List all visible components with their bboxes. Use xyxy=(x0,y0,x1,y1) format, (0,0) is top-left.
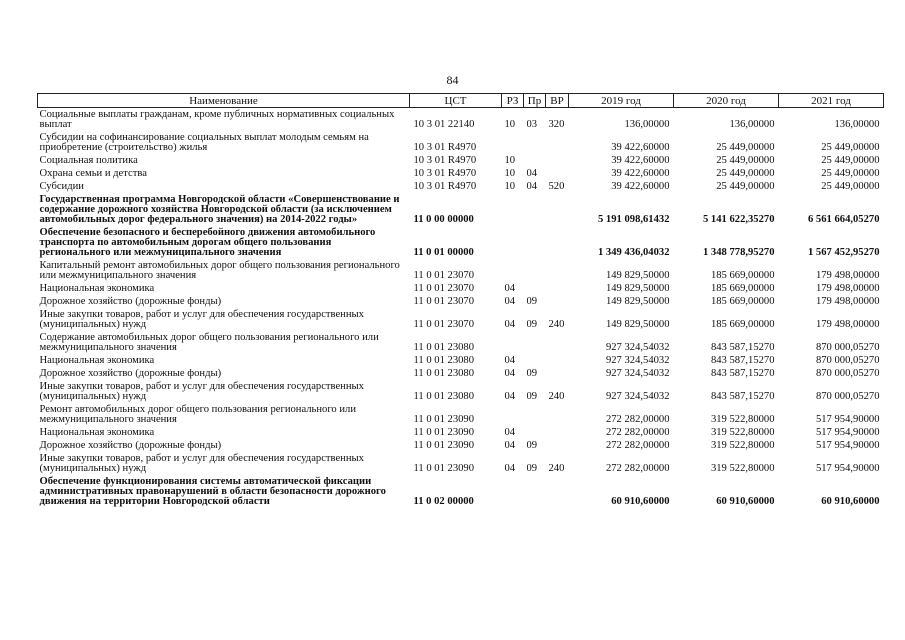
row-pr xyxy=(524,193,546,226)
row-pr: 09 xyxy=(526,391,538,402)
column-header-2020: 2020 год xyxy=(674,94,779,108)
column-header-rz: РЗ xyxy=(502,94,524,108)
row-vr: 320 xyxy=(548,119,565,130)
row-cst: 10 3 01 R4970 xyxy=(413,168,477,179)
row-pr xyxy=(524,226,546,259)
row-amount-2019: 927 324,54032 xyxy=(605,355,670,366)
row-name: Национальная экономика xyxy=(39,283,155,294)
column-header-pr: Пр xyxy=(524,94,546,108)
row-pr: 04 xyxy=(526,181,538,192)
table-row xyxy=(38,308,884,331)
row-name: Социальные выплаты гражданам, кроме публичных нормативных социальных выплат xyxy=(39,109,395,130)
row-rz: 04 xyxy=(504,319,516,330)
row-amount-2019: 39 422,60000 xyxy=(611,155,670,166)
row-amount-2021: 179 498,00000 xyxy=(815,270,880,281)
row-amount-2021: 517 954,90000 xyxy=(815,427,880,438)
row-amount-2019: 1 349 436,04032 xyxy=(597,247,670,258)
row-vr xyxy=(546,282,569,295)
row-pr xyxy=(524,354,546,367)
row-amount-2019: 39 422,60000 xyxy=(611,181,670,192)
row-amount-2019: 60 910,60000 xyxy=(611,496,670,507)
row-amount-2019: 272 282,00000 xyxy=(605,463,670,474)
row-amount-2020: 319 522,80000 xyxy=(710,440,775,451)
row-rz: 04 xyxy=(504,368,516,379)
row-name: Обеспечение функционирования системы автоматической фиксации административных правонарушений в области безопасности дорожного движения на территории Новгородской области xyxy=(39,476,386,507)
row-cst: 10 3 01 R4970 xyxy=(413,142,477,153)
row-amount-2019: 39 422,60000 xyxy=(611,168,670,179)
column-header-2019: 2019 год xyxy=(569,94,674,108)
row-amount-2020: 319 522,80000 xyxy=(710,463,775,474)
row-vr xyxy=(546,354,569,367)
row-name: Иные закупки товаров, работ и услуг для обеспечения государственных (муниципальных) нужд xyxy=(39,453,364,474)
row-name: Иные закупки товаров, работ и услуг для обеспечения государственных (муниципальных) нужд xyxy=(39,309,364,330)
row-vr xyxy=(546,403,569,426)
row-name: Охрана семьи и детства xyxy=(39,168,147,179)
row-rz xyxy=(502,475,524,508)
row-amount-2019: 272 282,00000 xyxy=(605,427,670,438)
row-vr xyxy=(546,331,569,354)
row-cst: 11 0 01 23070 xyxy=(413,270,475,281)
row-amount-2019: 5 191 098,61432 xyxy=(597,214,670,225)
row-amount-2021: 870 000,05270 xyxy=(815,342,880,353)
row-pr xyxy=(524,282,546,295)
column-header-2021: 2021 год xyxy=(779,94,884,108)
row-amount-2020: 319 522,80000 xyxy=(710,427,775,438)
row-cst: 11 0 01 23080 xyxy=(413,368,475,379)
row-name: Дорожное хозяйство (дорожные фонды) xyxy=(39,440,222,451)
row-vr xyxy=(546,131,569,154)
row-amount-2020: 843 587,15270 xyxy=(710,391,775,402)
row-amount-2021: 6 561 664,05270 xyxy=(807,214,880,225)
row-cst: 11 0 01 23090 xyxy=(413,414,475,425)
row-cst: 11 0 01 23090 xyxy=(413,427,475,438)
table-row xyxy=(38,426,884,439)
row-vr xyxy=(546,167,569,180)
table-row xyxy=(38,331,884,354)
row-vr: 520 xyxy=(548,181,565,192)
row-amount-2020: 25 449,00000 xyxy=(716,181,775,192)
row-name: Содержание автомобильных дорог общего пользования регионального или межмуниципального значения xyxy=(39,332,379,353)
table-row xyxy=(38,475,884,508)
row-cst: 11 0 01 23070 xyxy=(413,296,475,307)
row-amount-2019: 136,00000 xyxy=(624,119,670,130)
table-row xyxy=(38,403,884,426)
row-amount-2021: 179 498,00000 xyxy=(815,319,880,330)
row-amount-2020: 319 522,80000 xyxy=(710,414,775,425)
row-amount-2019: 927 324,54032 xyxy=(605,368,670,379)
page-number: 84 xyxy=(446,73,459,87)
budget-table xyxy=(37,93,884,508)
table-row xyxy=(38,167,884,180)
row-name: Дорожное хозяйство (дорожные фонды) xyxy=(39,368,222,379)
table-row xyxy=(38,380,884,403)
row-name: Субсидии на софинансирование социальных выплат молодым семьям на приобретение (строительство) жилья xyxy=(39,132,369,153)
row-rz: 10 xyxy=(504,155,516,166)
row-rz: 04 xyxy=(504,440,516,451)
row-cst: 10 3 01 R4970 xyxy=(413,155,477,166)
row-amount-2021: 517 954,90000 xyxy=(815,440,880,451)
row-rz xyxy=(502,403,524,426)
table-row xyxy=(38,452,884,475)
row-amount-2021: 25 449,00000 xyxy=(821,168,880,179)
row-vr xyxy=(546,367,569,380)
row-amount-2019: 39 422,60000 xyxy=(611,142,670,153)
row-rz: 04 xyxy=(504,427,516,438)
row-pr: 09 xyxy=(526,440,538,451)
column-header-name: Наименование xyxy=(38,94,410,108)
row-amount-2019: 149 829,50000 xyxy=(605,296,670,307)
row-amount-2021: 179 498,00000 xyxy=(815,283,880,294)
row-name: Субсидии xyxy=(39,181,84,192)
row-name: Национальная экономика xyxy=(39,427,155,438)
row-name: Обеспечение безопасного и бесперебойного движения автомобильного транспорта по автомобильным дорогам общего пользования регионального или межмуниципального значения xyxy=(39,227,376,258)
row-amount-2021: 179 498,00000 xyxy=(815,296,880,307)
row-amount-2021: 517 954,90000 xyxy=(815,414,880,425)
row-cst: 11 0 01 23070 xyxy=(413,319,475,330)
row-amount-2020: 25 449,00000 xyxy=(716,168,775,179)
row-amount-2021: 25 449,00000 xyxy=(821,142,880,153)
row-cst: 10 3 01 22140 xyxy=(413,119,475,130)
row-amount-2019: 927 324,54032 xyxy=(605,342,670,353)
row-vr xyxy=(546,295,569,308)
row-name: Национальная экономика xyxy=(39,355,155,366)
row-vr xyxy=(546,426,569,439)
table-row xyxy=(38,439,884,452)
row-amount-2020: 60 910,60000 xyxy=(716,496,775,507)
row-cst: 11 0 01 23080 xyxy=(413,342,475,353)
row-amount-2020: 5 141 622,35270 xyxy=(702,214,775,225)
row-amount-2021: 870 000,05270 xyxy=(815,391,880,402)
row-rz xyxy=(502,259,524,282)
row-rz: 04 xyxy=(504,355,516,366)
row-rz xyxy=(502,226,524,259)
table-row xyxy=(38,108,884,132)
row-pr xyxy=(524,426,546,439)
row-pr xyxy=(524,131,546,154)
row-amount-2020: 843 587,15270 xyxy=(710,342,775,353)
row-amount-2019: 272 282,00000 xyxy=(605,414,670,425)
row-pr: 03 xyxy=(526,119,538,130)
row-amount-2020: 185 669,00000 xyxy=(710,296,775,307)
table-body xyxy=(38,108,884,509)
row-vr xyxy=(546,193,569,226)
row-vr: 240 xyxy=(548,319,565,330)
row-pr: 09 xyxy=(526,368,538,379)
row-cst: 11 0 01 23080 xyxy=(413,391,475,402)
row-name: Ремонт автомобильных дорог общего пользования регионального или межмуниципального значения xyxy=(39,404,356,425)
column-header-cst: ЦСТ xyxy=(410,94,502,108)
row-amount-2021: 1 567 452,95270 xyxy=(807,247,880,258)
row-amount-2020: 136,00000 xyxy=(729,119,775,130)
row-vr: 240 xyxy=(548,391,565,402)
table-row xyxy=(38,259,884,282)
row-pr: 09 xyxy=(526,319,538,330)
row-amount-2020: 25 449,00000 xyxy=(716,142,775,153)
table-row xyxy=(38,154,884,167)
row-vr xyxy=(546,226,569,259)
row-amount-2020: 185 669,00000 xyxy=(710,319,775,330)
row-amount-2021: 25 449,00000 xyxy=(821,155,880,166)
table-row xyxy=(38,180,884,193)
table-row xyxy=(38,226,884,259)
row-rz: 04 xyxy=(504,296,516,307)
table-header-row xyxy=(38,94,884,108)
table-row xyxy=(38,295,884,308)
row-amount-2019: 149 829,50000 xyxy=(605,319,670,330)
row-rz: 10 xyxy=(504,168,516,179)
row-amount-2020: 25 449,00000 xyxy=(716,155,775,166)
row-rz: 10 xyxy=(504,119,516,130)
row-amount-2021: 517 954,90000 xyxy=(815,463,880,474)
row-amount-2019: 149 829,50000 xyxy=(605,283,670,294)
row-pr: 09 xyxy=(526,296,538,307)
row-amount-2020: 843 587,15270 xyxy=(710,355,775,366)
row-amount-2020: 185 669,00000 xyxy=(710,283,775,294)
row-amount-2021: 60 910,60000 xyxy=(821,496,880,507)
table-row xyxy=(38,354,884,367)
row-pr xyxy=(524,259,546,282)
table-row xyxy=(38,131,884,154)
row-name: Социальная политика xyxy=(39,155,138,166)
row-amount-2021: 25 449,00000 xyxy=(821,181,880,192)
row-cst: 11 0 01 23070 xyxy=(413,283,475,294)
row-amount-2019: 927 324,54032 xyxy=(605,391,670,402)
row-amount-2019: 272 282,00000 xyxy=(605,440,670,451)
row-pr xyxy=(524,331,546,354)
table-row xyxy=(38,282,884,295)
row-cst: 11 0 00 00000 xyxy=(413,214,474,225)
row-cst: 10 3 01 R4970 xyxy=(413,181,477,192)
row-cst: 11 0 01 00000 xyxy=(413,247,474,258)
row-amount-2019: 149 829,50000 xyxy=(605,270,670,281)
row-amount-2020: 1 348 778,95270 xyxy=(702,247,775,258)
row-name: Иные закупки товаров, работ и услуг для обеспечения государственных (муниципальных) нужд xyxy=(39,381,364,402)
row-rz xyxy=(502,193,524,226)
row-amount-2021: 870 000,05270 xyxy=(815,355,880,366)
row-pr xyxy=(524,475,546,508)
row-amount-2021: 136,00000 xyxy=(834,119,880,130)
row-amount-2021: 870 000,05270 xyxy=(815,368,880,379)
row-cst: 11 0 01 23090 xyxy=(413,463,475,474)
row-cst: 11 0 01 23090 xyxy=(413,440,475,451)
row-name: Дорожное хозяйство (дорожные фонды) xyxy=(39,296,222,307)
row-pr: 09 xyxy=(526,463,538,474)
row-vr: 240 xyxy=(548,463,565,474)
row-rz: 10 xyxy=(504,181,516,192)
row-vr xyxy=(546,259,569,282)
row-vr xyxy=(546,439,569,452)
row-name: Капитальный ремонт автомобильных дорог общего пользования регионального или межмуниципального значения xyxy=(39,260,400,281)
row-pr: 04 xyxy=(526,168,538,179)
table-row xyxy=(38,193,884,226)
row-rz: 04 xyxy=(504,391,516,402)
row-cst: 11 0 02 00000 xyxy=(413,496,474,507)
row-pr xyxy=(524,403,546,426)
row-rz: 04 xyxy=(504,463,516,474)
row-pr xyxy=(524,154,546,167)
row-cst: 11 0 01 23080 xyxy=(413,355,475,366)
row-vr xyxy=(546,475,569,508)
row-amount-2020: 843 587,15270 xyxy=(710,368,775,379)
row-amount-2020: 185 669,00000 xyxy=(710,270,775,281)
row-vr xyxy=(546,154,569,167)
table-row xyxy=(38,367,884,380)
row-rz: 04 xyxy=(504,283,516,294)
row-rz xyxy=(502,131,524,154)
column-header-vr: ВР xyxy=(546,94,569,108)
row-name: Государственная программа Новгородской области «Совершенствование и содержание дорожного хозяйства Новгородской области (за исключением автомобильных дорог федерального значения) на 2014-2022 годы» xyxy=(39,194,400,225)
row-rz xyxy=(502,331,524,354)
